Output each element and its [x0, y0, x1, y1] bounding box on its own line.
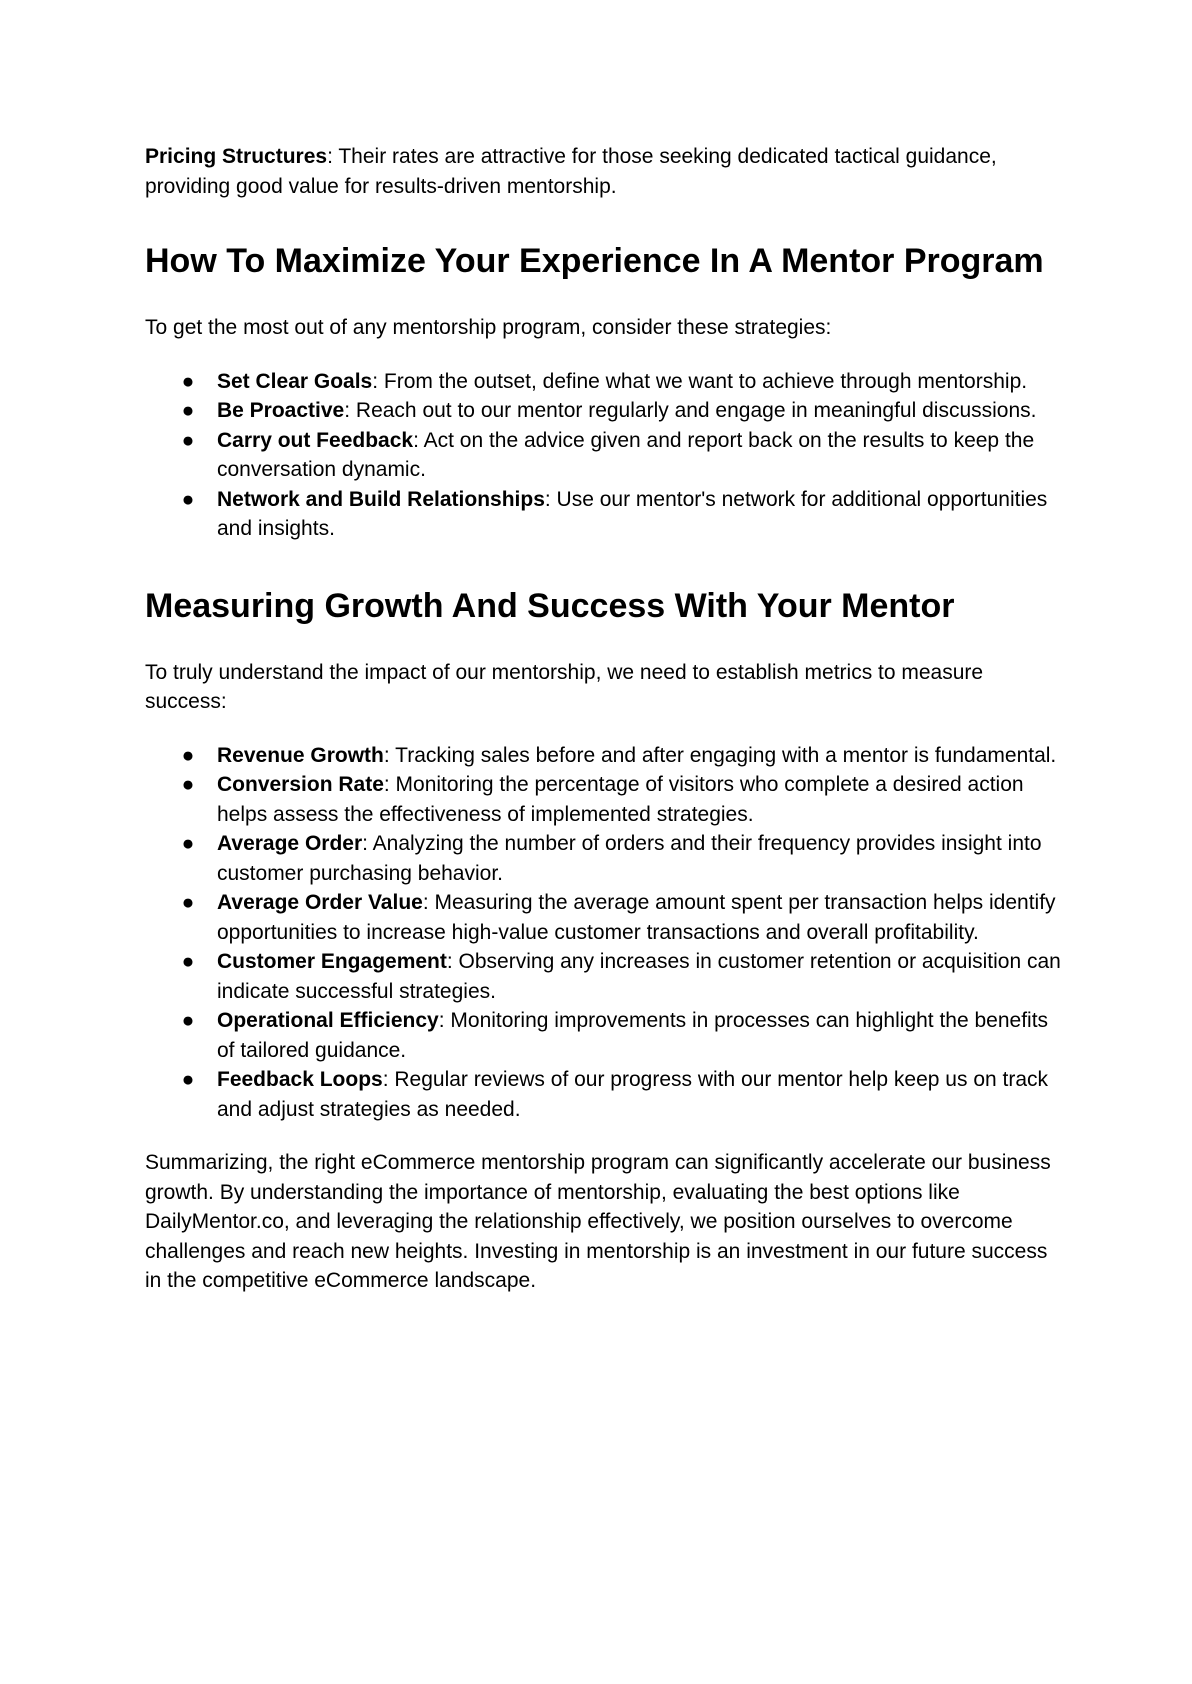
- list-item-text: : Monitoring the percentage of visitors who complete a desired action helps assess the effectiveness of implemented strategies.: [217, 773, 1024, 826]
- list-item: [145, 741, 1065, 771]
- bullet-icon: ●: [181, 428, 195, 452]
- list-item: [145, 426, 1065, 485]
- list-item-label: Average Order Value: [217, 891, 423, 914]
- list-item-text: : Tracking sales before and after engaging with a mentor is fundamental.: [383, 743, 1057, 767]
- strategies-list: [145, 367, 1065, 544]
- list-item: [145, 367, 1065, 397]
- list-item-text: : Act on the advice given and report back on the results to keep the conversation dynamic.: [217, 428, 1035, 481]
- bullet-icon: ●: [181, 891, 195, 914]
- list-item-label: Network and Build Relationships: [217, 487, 545, 511]
- bullet-icon: ●: [181, 743, 195, 767]
- document-page: [145, 142, 1065, 1296]
- list-item-label: Carry out Feedback: [217, 428, 414, 452]
- list-item: [145, 1006, 1065, 1065]
- summary-paragraph: Summarizing, the right eCommerce mentorship program can significantly accelerate our business growth. By understanding the importance of mentorship, evaluating the best options like DailyMentor.co, and leveraging the relationship effectively, we position ourselves to overcome challenges and reach new heights. Investing in mentorship is an investment in our future success in the competitive eCommerce landscape.: [145, 1151, 1051, 1292]
- bullet-icon: ●: [181, 773, 195, 796]
- list-item: [145, 829, 1065, 888]
- bullet-icon: ●: [181, 950, 195, 973]
- list-item-label: Feedback Loops: [217, 1068, 383, 1091]
- section2-lead: To truly understand the impact of our mentorship, we need to establish metrics to measure success:: [145, 660, 984, 713]
- section-heading-maximize: How To Maximize Your Experience In A Mentor Program: [145, 242, 1044, 280]
- section-heading-measuring: Measuring Growth And Success With Your Mentor: [145, 586, 955, 625]
- bullet-icon: ●: [181, 1009, 195, 1032]
- bullet-icon: ●: [181, 399, 195, 422]
- list-item-label: Customer Engagement: [217, 950, 447, 973]
- list-item-label: Average Order: [217, 832, 363, 855]
- list-item: [145, 770, 1065, 829]
- list-item-text: : Observing any increases in customer retention or acquisition can indicate successful strategies.: [217, 950, 1061, 1003]
- list-item: [145, 947, 1065, 1006]
- list-item-text: : Use our mentor's network for additional opportunities and insights.: [217, 487, 1048, 540]
- list-item: [145, 888, 1065, 947]
- list-item-text: : Monitoring improvements in processes can highlight the benefits of tailored guidance.: [217, 1009, 1049, 1062]
- list-item-label: Conversion Rate: [217, 773, 384, 796]
- bullet-icon: ●: [181, 832, 195, 855]
- list-item-label: Operational Efficiency: [217, 1009, 439, 1032]
- list-item-text: : Reach out to our mentor regularly and engage in meaningful discussions.: [344, 399, 1037, 422]
- list-item: [145, 485, 1065, 544]
- list-item-label: Revenue Growth: [217, 743, 384, 767]
- pricing-structures-label: Pricing Structures: [145, 145, 328, 168]
- list-item-text: : Analyzing the number of orders and their frequency provides insight into customer purchasing behavior.: [217, 832, 1042, 885]
- section1-lead: To get the most out of any mentorship program, consider these strategies:: [145, 316, 832, 339]
- bullet-icon: ●: [181, 369, 195, 393]
- list-item-label: Be Proactive: [217, 399, 345, 422]
- metrics-list: [145, 741, 1065, 1125]
- bullet-icon: ●: [181, 1068, 195, 1091]
- list-item: [145, 396, 1065, 426]
- list-item-text: : Regular reviews of our progress with our mentor help keep us on track and adjust strategies as needed.: [217, 1068, 1049, 1121]
- list-item-label: Set Clear Goals: [217, 369, 373, 393]
- list-item-text: : Measuring the average amount spent per transaction helps identify opportunities to increase high-value customer transactions and overall profitability.: [217, 891, 1056, 944]
- bullet-icon: ●: [181, 487, 195, 511]
- list-item-text: : From the outset, define what we want to achieve through mentorship.: [372, 369, 1028, 393]
- pricing-structures-text: : Their rates are attractive for those seeking dedicated tactical guidance, providing good value for results-driven mentorship.: [145, 145, 997, 198]
- pricing-structures-paragraph: [145, 142, 1065, 201]
- list-item: [145, 1065, 1065, 1124]
